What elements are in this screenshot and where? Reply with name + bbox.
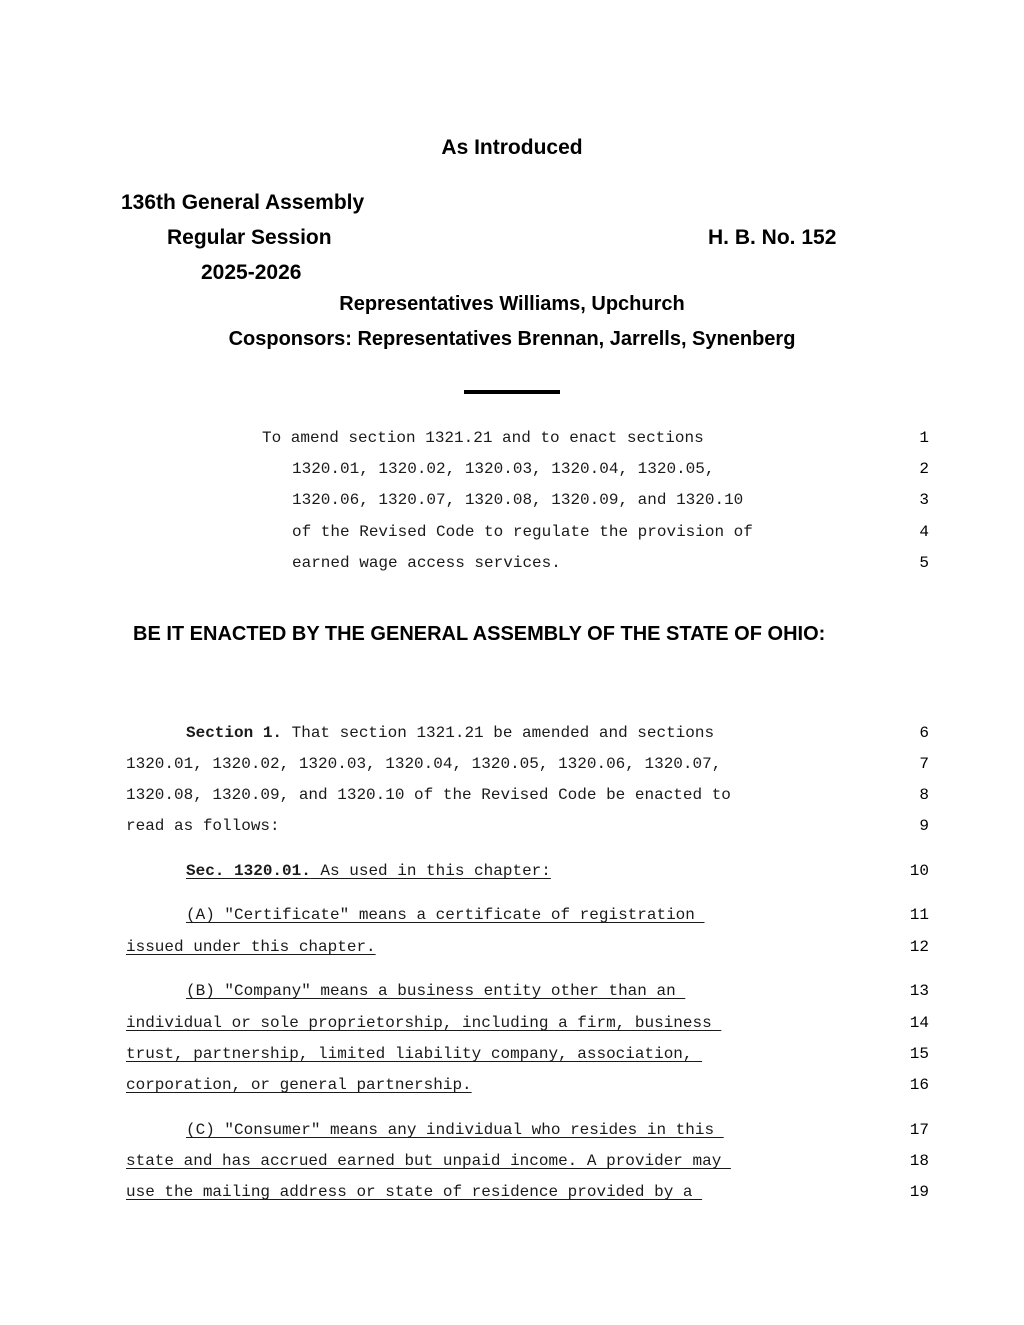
section-1-line: 1320.08, 1320.09, and 1320.10 of the Revised Code be enacted to	[126, 786, 731, 804]
line-number: 12	[909, 938, 929, 956]
sec-1320-01-heading	[186, 861, 551, 881]
bill-number: H. B. No. 152	[708, 226, 837, 249]
line-number: 15	[909, 1045, 929, 1063]
title-line: 1320.06, 1320.07, 1320.08, 1320.09, and 1320.10	[292, 491, 744, 509]
line-number: 18	[909, 1152, 929, 1170]
line-number: 19	[909, 1183, 929, 1201]
title-line: To amend section 1321.21 and to enact sections	[262, 429, 704, 447]
section-1-line: 1320.01, 1320.02, 1320.03, 1320.04, 1320.05, 1320.06, 1320.07,	[126, 755, 722, 773]
line-number: 1	[919, 429, 929, 447]
para-c-line: use the mailing address or state of residence provided by a	[126, 1183, 703, 1201]
line-number: 5	[919, 554, 929, 572]
header-divider	[464, 390, 560, 394]
para-c-line: (C) "Consumer" means any individual who resides in this	[186, 1121, 724, 1139]
para-a-line: (A) "Certificate" means a certificate of registration	[186, 906, 705, 924]
line-number: 7	[919, 755, 929, 773]
sec-1320-01-text: As used in this chapter:	[310, 862, 551, 880]
line-number: 4	[919, 523, 929, 541]
section-1-text: That section 1321.21 be amended and sections	[282, 724, 715, 742]
section-1-label: Section 1.	[186, 724, 283, 742]
para-c-line: state and has accrued earned but unpaid income. A provider may	[126, 1152, 731, 1170]
sponsors: Representatives Williams, Upchurch	[339, 293, 685, 315]
para-b-line: corporation, or general partnership.	[126, 1076, 472, 1094]
cosponsors: Cosponsors: Representatives Brennan, Jarrells, Synenberg	[228, 328, 796, 350]
line-number: 13	[909, 982, 929, 1000]
line-number: 14	[909, 1014, 929, 1032]
general-assembly: 136th General Assembly	[121, 191, 365, 214]
line-number: 16	[909, 1076, 929, 1094]
sec-1320-01-label: Sec. 1320.01.	[186, 862, 311, 880]
line-number: 3	[919, 491, 929, 509]
para-b-line: individual or sole proprietorship, including a firm, business	[126, 1014, 722, 1032]
title-line: 1320.01, 1320.02, 1320.03, 1320.04, 1320.05,	[292, 460, 715, 478]
session-label: Regular Session	[167, 226, 332, 249]
para-b-line: trust, partnership, limited liability company, association,	[126, 1045, 703, 1063]
line-number: 8	[919, 786, 929, 804]
line-number: 2	[919, 460, 929, 478]
section-1-line	[186, 723, 714, 743]
para-b-line: (B) "Company" means a business entity other than an	[186, 982, 686, 1000]
section-1-line: read as follows:	[126, 817, 280, 835]
session-years: 2025-2026	[201, 261, 302, 284]
line-number: 9	[919, 817, 929, 835]
bill-status: As Introduced	[441, 136, 583, 159]
line-number: 11	[909, 906, 929, 924]
para-a-line: issued under this chapter.	[126, 938, 376, 956]
enacting-clause: BE IT ENACTED BY THE GENERAL ASSEMBLY OF THE STATE OF OHIO:	[133, 623, 826, 645]
title-line: earned wage access services.	[292, 554, 561, 572]
line-number: 17	[909, 1121, 929, 1139]
line-number: 6	[919, 724, 929, 742]
line-number: 10	[909, 862, 929, 880]
title-line: of the Revised Code to regulate the provision of	[292, 523, 753, 541]
